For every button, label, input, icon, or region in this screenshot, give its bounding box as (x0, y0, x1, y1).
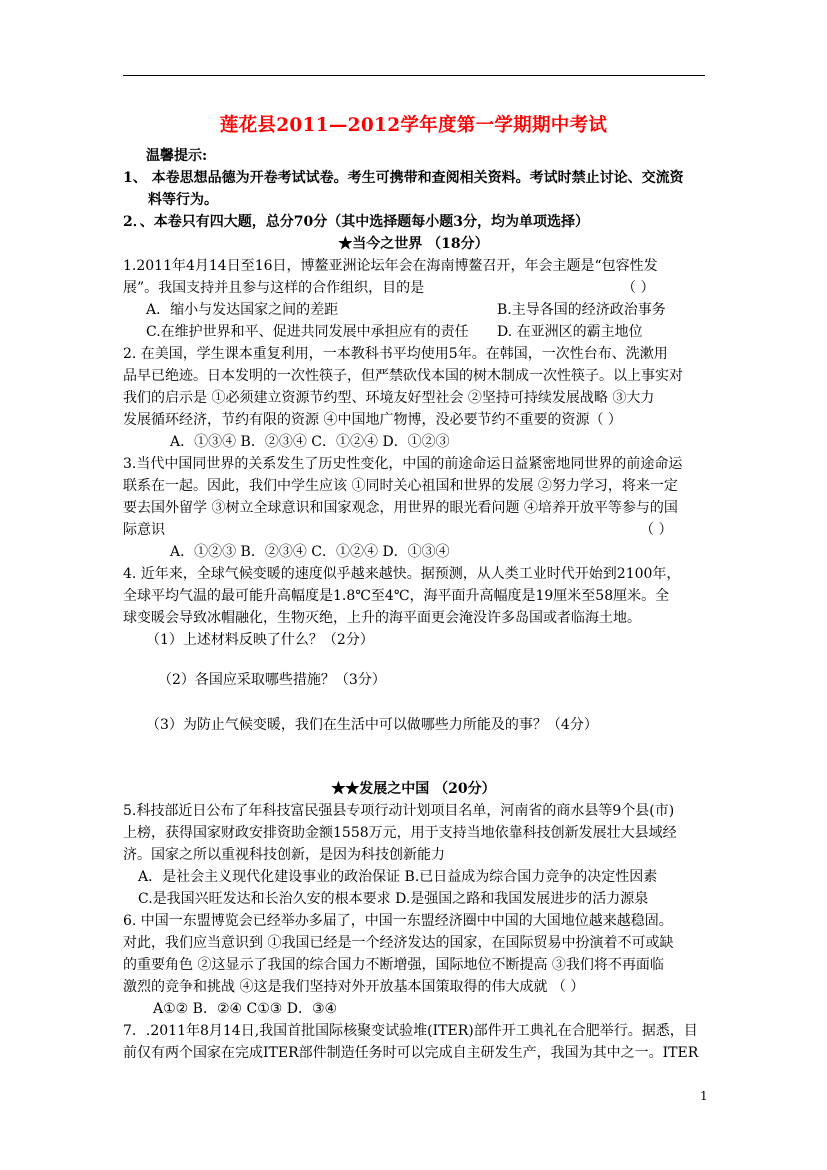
question-text: 我们的启示是 ①必须建立资源节约型、环境友好型社会 ②坚持可持续发展战略 ③大力 (123, 390, 655, 406)
question-text: 展”。我国支持并且参与这样的合作组织，目的是 (123, 280, 425, 296)
answer-paren: （ ） (640, 522, 673, 538)
question-text: 2. 在美国，学生课本重复利用，一本教科书平均使用5年。在韩国，一次性台布、洗漱用 (123, 346, 668, 362)
option-text: A．①③④ B．②③④ C．①②④ D．①②③ (170, 434, 450, 450)
question-text: 联系在一起。因此，我们中学生应该 ①同时关心祖国和世界的发展 ②努力学习，将来一定 (123, 478, 678, 494)
question-text: 对此，我们应当意识到 ①我国已经是一个经济发达的国家，在国际贸易中扮演着不可或缺 (123, 935, 674, 951)
sub-question: （3）为防止气候变暖，我们在生活中可以做哪些力所能及的事？（4分） (146, 717, 598, 733)
question-text: 要去国外留学 ③树立全球意识和国家观念，用世界的眼光看问题 ④培养开放平等参与的国 (123, 500, 678, 516)
section-heading: ★★发展之中国 （20分） (331, 781, 496, 797)
section-heading: ★当今之世界 （18分） (338, 236, 489, 252)
page-number: 1 (700, 1089, 708, 1103)
option-text: A．缩小与发达国家之间的差距 (146, 302, 339, 318)
answer-paren: （ ） (622, 280, 655, 296)
sub-question: （1）上述材料反映了什么？（2分） (146, 632, 374, 648)
sub-question: （2）各国应采取哪些措施？（3分） (158, 672, 386, 688)
question-text: 7．.2011年8月14日,我国首批国际核聚变试验堆(ITER)部件开工典礼在合肥举行。据悉，目 (123, 1023, 698, 1039)
question-text: 际意识 (123, 522, 165, 538)
question-text: 品早已绝迹。日本发明的一次性筷子，但严禁砍伐本国的树木制成一次性筷子。以上事实对 (123, 368, 683, 384)
question-text: 上榜，获得国家财政安排资助金额1558万元，用于支持当地依靠科技创新发展壮大县域经 (123, 825, 677, 841)
notice-line: 2．、本卷只有四大题，总分70分（其中选择题每小题3分，均为单项选择） (123, 214, 589, 230)
question-text: 6. 中国一东盟博览会已经举办多届了，中国一东盟经济圈中中国的大国地位越来越稳固。 (123, 913, 673, 929)
question-text: 激烈的竞争和挑战 ④这是我们坚持对外开放基本国策取得的伟大成就 （ ） (123, 979, 585, 995)
question-text: 济。国家之所以重视科技创新，是因为科技创新能力 (123, 847, 445, 863)
option-text: A．是社会主义现代化建设事业的政治保证 B.已日益成为综合国力竞争的决定性因素 (138, 869, 658, 885)
option-text: A．①②③ B．②③④ C．①②④ D．①③④ (170, 544, 450, 560)
question-text: 5.科技部近日公布了年科技富民强县专项行动计划项目名单，河南省的商水县等9个县(市) (123, 803, 675, 819)
question-text: 1.2011年4月14日至16日，博鳌亚洲论坛年会在海南博鳌召开，年会主题是“包容性发 (123, 258, 658, 274)
option-text: D. 在亚洲区的霸主地位 (497, 324, 643, 340)
question-text: 发展循环经济，节约有限的资源 ④中国地广物博，没必要节约不重要的资源（ ） (123, 412, 622, 428)
option-text: B.主导各国的经济政治事务 (497, 302, 666, 318)
question-text: 的重要角色 ②这显示了我国的综合国力不断增强，国际地位不断提高 ③我们将不再面临 (123, 957, 664, 973)
question-text: 3.当代中国同世界的关系发生了历史性变化，中国的前途命运日益紧密地同世界的前途命运 (123, 456, 683, 472)
page-title: 莲花县2011—2012学年度第一学期期中考试 (219, 115, 608, 136)
question-text: 前仅有两个国家在完成ITER部件制造任务时可以完成自主研发生产，我国为其中之一。ITER (123, 1045, 699, 1061)
header-rule (123, 75, 705, 76)
option-text: C.是我国兴旺发达和长治久安的根本要求 D.是强国之路和我国发展进步的活力源泉 (138, 891, 649, 907)
option-text: A①② B．②④ C①③ D．③④ (153, 1001, 338, 1017)
notice-line: 1、 本卷思想品德为开卷考试试卷。考生可携带和查阅相关资料。考试时禁止讨论、交流资 (123, 170, 684, 186)
question-text: 4. 近年来，全球气候变暖的速度似乎越来越快。据预测，从人类工业时代开始到2100年， (123, 566, 681, 582)
question-text: 全球平均气温的最可能升高幅度是1.8℃至4℃，海平面升高幅度是19厘米至58厘米。全 (123, 588, 670, 604)
notice-heading: 温馨提示: (146, 148, 208, 164)
question-text: 球变暖会导致冰帽融化，生物灭绝，上升的海平面更会淹没许多岛国或者临海土地。 (123, 610, 641, 626)
option-text: C.在维护世界和平、促进共同发展中承担应有的责任 (146, 324, 469, 340)
notice-line: 料等行为。 (148, 192, 218, 208)
